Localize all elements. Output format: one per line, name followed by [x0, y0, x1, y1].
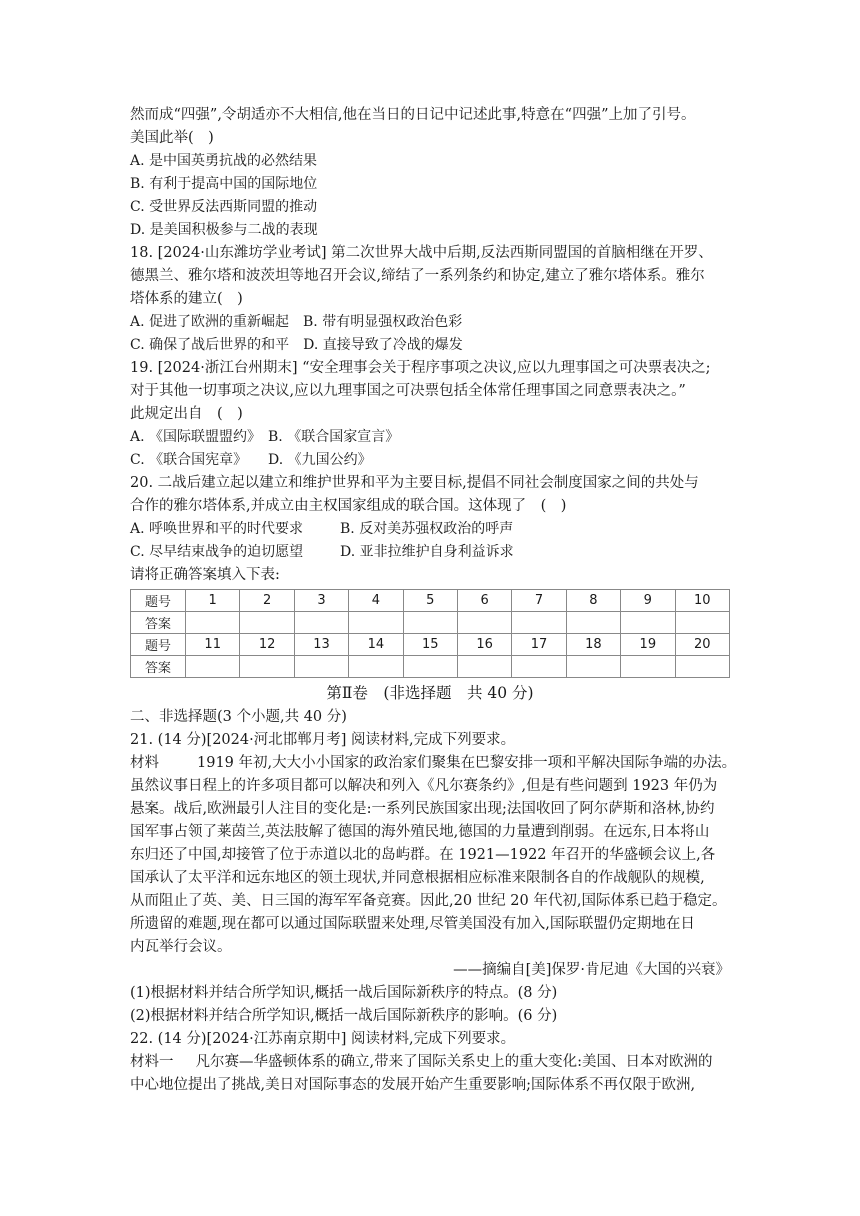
question-number-cell: 17 — [512, 634, 566, 656]
question-number-cell: 18 — [566, 634, 620, 656]
option-c: C. 尽早结束战争的迫切愿望 — [130, 544, 304, 560]
option-d: D. 是美国积极参与二战的表现 — [130, 222, 318, 238]
question-number-cell: 10 — [675, 590, 729, 612]
question-stem-line: 塔体系的建立( ) — [130, 291, 243, 307]
option-d: D. 直接导致了冷战的爆发 — [303, 337, 463, 353]
option-c: C. 《联合国宪章》 — [130, 452, 248, 468]
answer-label-cell: 答案 — [131, 612, 186, 634]
question-number-cell: 20 — [675, 634, 729, 656]
material-line: 从而阻止了英、美、日三国的海军军备竞赛。因此,20 世纪 20 年代初,国际体系已趋于稳定。 — [130, 893, 727, 909]
answer-cell[interactable] — [457, 656, 511, 678]
option-row — [130, 541, 730, 564]
sub-question: (2)根据材料并结合所学知识,概括一战后国际新秩序的影响。(6 分) — [130, 1008, 558, 1024]
question-number-cell: 12 — [240, 634, 294, 656]
sub-question: (1)根据材料并结合所学知识,概括一战后国际新秩序的特点。(8 分) — [130, 985, 558, 1001]
table-header-cell: 题号 — [131, 590, 186, 612]
exam-page — [130, 104, 737, 1097]
question-number-cell: 15 — [403, 634, 457, 656]
option-c: C. 受世界反法西斯同盟的推动 — [130, 199, 318, 215]
answer-cell[interactable] — [186, 612, 240, 634]
question-stem: 22. (14 分)[2024·江苏南京期中] 阅读材料,完成下列要求。 — [130, 1031, 516, 1047]
material-line: 虽然议事日程上的许多项目都可以解决和列入《凡尔赛条约》,但是有些问题到 1923 年仍为 — [130, 778, 718, 794]
answer-cell[interactable] — [240, 656, 294, 678]
material-line: 悬案。战后,欧洲最引人注目的变化是:一系列民族国家出现;法国收回了阿尔萨斯和洛林,协约 — [130, 801, 715, 817]
question-number-cell: 6 — [457, 590, 511, 612]
answer-cell[interactable] — [566, 612, 620, 634]
material-text: 1919 年初,大大小小国家的政治家们聚集在巴黎安排一项和平解决国际争端的办法。 — [197, 755, 737, 771]
material-line: 所遗留的难题,现在都可以通过国际联盟来处理,尽管美国没有加入,国际联盟仍定期地在日 — [130, 916, 695, 932]
question-number-cell: 2 — [240, 590, 294, 612]
question-number-cell: 3 — [294, 590, 348, 612]
question-number-cell: 11 — [186, 634, 240, 656]
answer-cell[interactable] — [566, 656, 620, 678]
material-text: 凡尔赛—华盛顿体系的确立,带来了国际关系史上的重大变化:美国、日本对欧洲的 — [195, 1054, 713, 1070]
answer-cell[interactable] — [675, 656, 729, 678]
option-b: B. 带有明显强权政治色彩 — [303, 314, 463, 330]
material-source: ——摘编自[美]保罗·肯尼迪《大国的兴衰》 — [453, 962, 730, 978]
answer-cell[interactable] — [403, 656, 457, 678]
option-b: B. 反对美苏强权政治的呼声 — [340, 521, 514, 537]
answer-label-cell: 答案 — [131, 656, 186, 678]
table-header-cell: 题号 — [131, 634, 186, 656]
answer-cell[interactable] — [349, 656, 403, 678]
question-number-cell: 13 — [294, 634, 348, 656]
material-label: 材料一 — [130, 1054, 174, 1070]
answer-cell[interactable] — [240, 612, 294, 634]
question-19 — [130, 357, 730, 472]
question-stem-line: 然而成“四强”,令胡适亦不大相信,他在当日的日记中记述此事,特意在“四强”上加了引号。 — [130, 107, 696, 123]
option-row — [130, 311, 730, 334]
material-line: 内瓦举行会议。 — [130, 939, 232, 955]
material-line: 东归还了中国,却接管了位于赤道以北的岛屿群。在 1921—1922 年召开的华盛顿会议上,各 — [130, 847, 716, 863]
material-line: 国军事占领了莱茵兰,英法肢解了德国的海外殖民地,德国的力量遭到削弱。在远东,日本将山 — [130, 824, 710, 840]
question-number-cell: 7 — [512, 590, 566, 612]
material-line: 国承认了太平洋和远东地区的领土现状,并同意根据相应标准来限制各自的作战舰队的规模, — [130, 870, 705, 886]
answer-table — [130, 589, 730, 678]
answer-cell[interactable] — [294, 656, 348, 678]
question-stem: 21. (14 分)[2024·河北邯郸月考] 阅读材料,完成下列要求。 — [130, 732, 516, 748]
answer-cell[interactable] — [186, 656, 240, 678]
question-22 — [130, 1028, 730, 1097]
table-intro: 请将正确答案填入下表: — [130, 567, 280, 583]
answer-cell[interactable] — [457, 612, 511, 634]
option-row — [130, 334, 730, 357]
question-number-cell: 8 — [566, 590, 620, 612]
material-line — [130, 752, 737, 775]
answer-cell[interactable] — [675, 612, 729, 634]
table-row — [131, 590, 730, 612]
question-number-cell: 4 — [349, 590, 403, 612]
question-17 — [130, 104, 730, 242]
question-20 — [130, 472, 730, 564]
table-row — [131, 634, 730, 656]
answer-cell[interactable] — [294, 612, 348, 634]
question-number-cell: 1 — [186, 590, 240, 612]
table-row — [131, 656, 730, 678]
question-stem-line: 德黑兰、雅尔塔和波茨坦等地召开会议,缔结了一系列条约和协定,建立了雅尔塔体系。雅尔 — [130, 268, 705, 284]
option-b: B. 《联合国家宣言》 — [268, 429, 400, 445]
material-line — [130, 1051, 730, 1074]
option-a: A. 《国际联盟盟约》 — [130, 429, 262, 445]
option-d: D. 亚非拉维护自身利益诉求 — [340, 544, 514, 560]
question-18 — [130, 242, 730, 357]
question-stem-line: 对于其他一切事项之决议,应以九理事国之可决票包括全体常任理事国之同意票表决之。” — [130, 383, 686, 399]
question-number-cell: 9 — [621, 590, 675, 612]
option-d: D. 《九国公约》 — [268, 452, 372, 468]
answer-cell[interactable] — [512, 612, 566, 634]
question-stem-line: 20. 二战后建立起以建立和维护世界和平为主要目标,提倡不同社会制度国家之间的共处与 — [130, 475, 699, 491]
option-row — [130, 518, 730, 541]
answer-cell[interactable] — [349, 612, 403, 634]
answer-cell[interactable] — [512, 656, 566, 678]
option-row — [130, 426, 730, 449]
table-row — [131, 612, 730, 634]
answer-cell[interactable] — [621, 656, 675, 678]
option-a: A. 促进了欧洲的重新崛起 — [130, 314, 290, 330]
question-number-cell: 5 — [403, 590, 457, 612]
option-b: B. 有利于提高中国的国际地位 — [130, 176, 318, 192]
material-label: 材料 — [130, 755, 159, 771]
answer-cell[interactable] — [403, 612, 457, 634]
question-number-cell: 19 — [621, 634, 675, 656]
question-stem-line: 此规定出自 ( ) — [130, 406, 243, 422]
question-number-cell: 14 — [349, 634, 403, 656]
option-c: C. 确保了战后世界的和平 — [130, 337, 290, 353]
section-title: 第Ⅱ卷 (非选择题 共 40 分) — [326, 684, 534, 702]
question-stem-line: 19. [2024·浙江台州期末] “安全理事会关于程序事项之决议,应以九理事国之可决票表决之; — [130, 360, 711, 376]
question-stem-line: 美国此举( ) — [130, 130, 214, 146]
question-21 — [130, 729, 737, 1028]
question-stem-line: 18. [2024·山东潍坊学业考试] 第二次世界大战中后期,反法西斯同盟国的首脑相继在开罗、 — [130, 245, 713, 261]
option-a: A. 呼唤世界和平的时代要求 — [130, 521, 304, 537]
material-line: 中心地位提出了挑战,美日对国际事态的发展开始产生重要影响;国际体系不再仅限于欧洲, — [130, 1077, 696, 1093]
question-stem-line: 合作的雅尔塔体系,并成立由主权国家组成的联合国。这体现了 ( ) — [130, 498, 567, 514]
option-row — [130, 449, 730, 472]
answer-cell[interactable] — [621, 612, 675, 634]
question-number-cell: 16 — [457, 634, 511, 656]
section-heading: 二、非选择题(3 个小题,共 40 分) — [130, 709, 347, 725]
option-a: A. 是中国英勇抗战的必然结果 — [130, 153, 318, 169]
